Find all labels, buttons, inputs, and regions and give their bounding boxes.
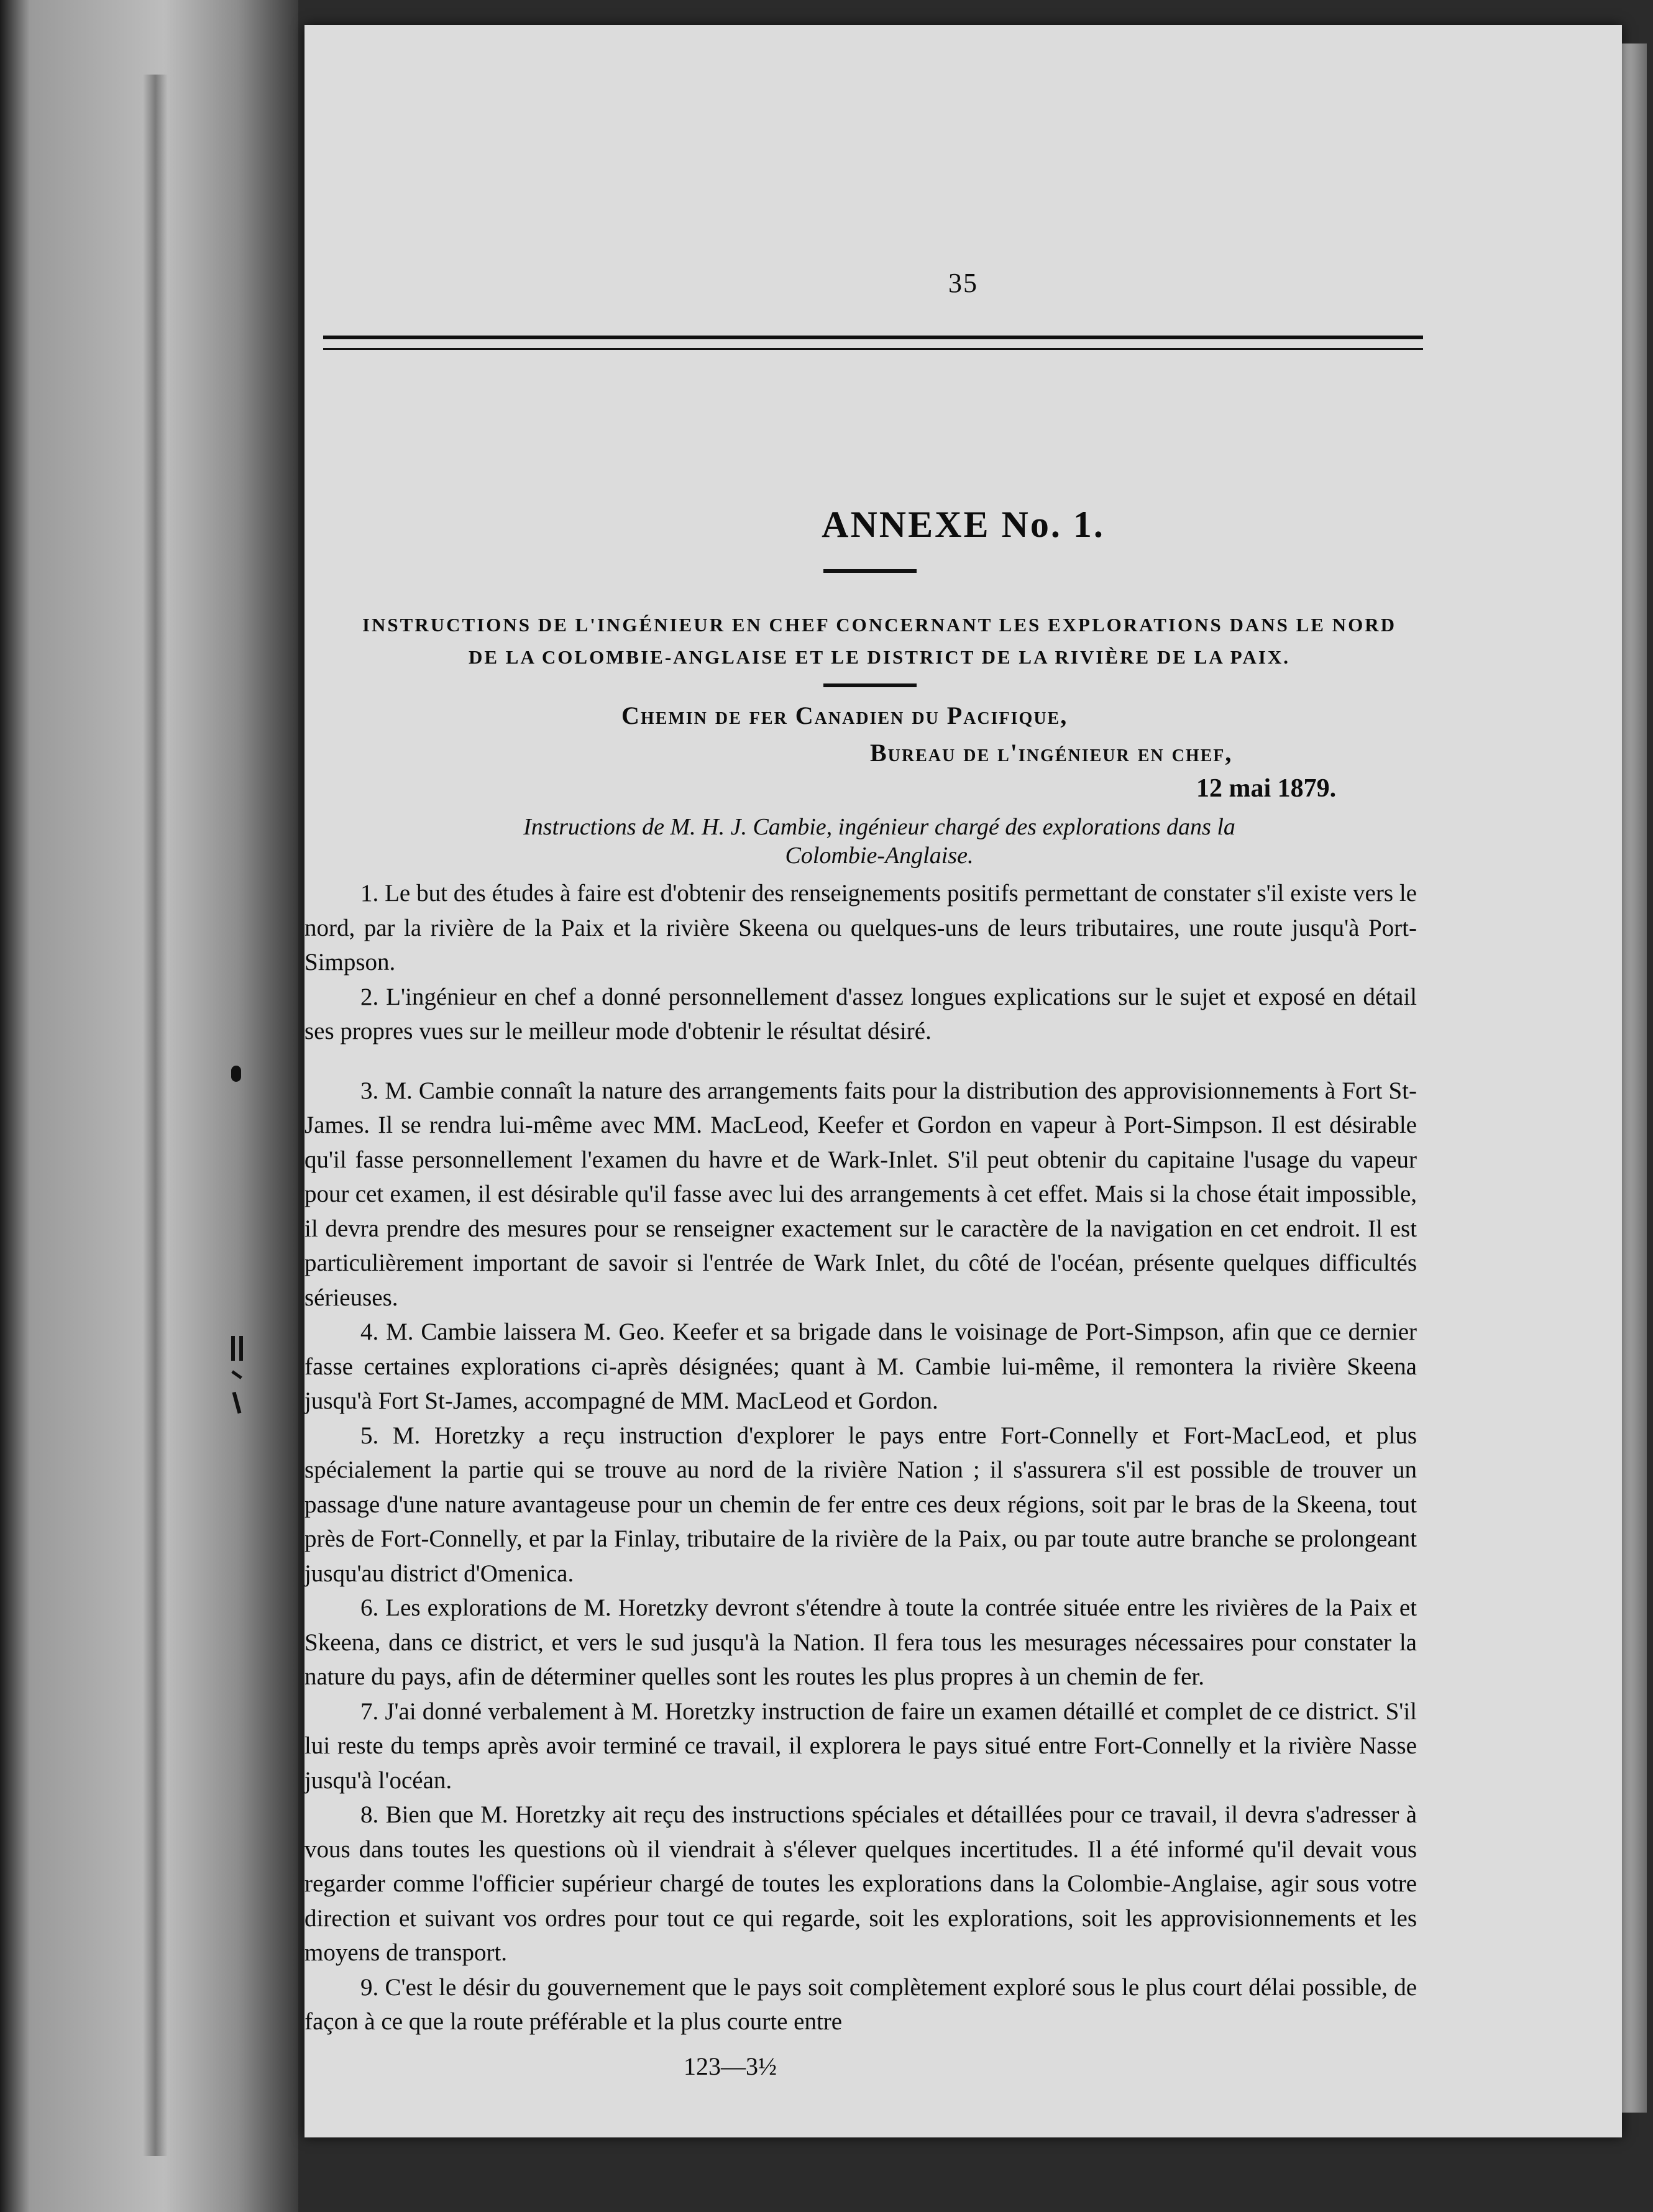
paragraph: 1. Le but des études à faire est d'obtenir des renseignements positifs permettant de constater s'il existe vers le nord, par la rivière de la Paix et la rivière Skeena ou quelques-uns de leurs tributaires, une route jusqu'à Port-Simpson.	[304, 880, 1417, 976]
paragraph: 7. J'ai donné verbalement à M. Horetzky instruction de faire un examen détaillé et complet de ce district. S'il lui reste du temps après avoir terminé ce travail, il explorera le pays situé entre Fort-Connelly et la rivière Nasse jusqu'à l'océan.	[304, 1698, 1417, 1794]
letter-date: 12 mai 1879.	[1196, 774, 1337, 803]
margin-mark	[239, 1336, 243, 1361]
annex-title: ANNEXE No. 1.	[822, 504, 1105, 545]
org-line: Chemin de fer Canadien du Pacifique,	[621, 702, 1068, 729]
header-rule	[323, 336, 1423, 350]
adjacent-pages	[0, 0, 298, 2212]
paragraph: 6. Les explorations de M. Horetzky devront s'étendre à toute la contrée située entre les rivières de la Paix et Skeena, dans ce district, et vers le sud jusqu'à la Nation. Il fera tous les mesurages nécessaires pour constater la nature du pays, afin de déterminer quelles sont les routes les plus propres à un chemin de fer.	[304, 1594, 1417, 1690]
signature-mark: 123—3½	[684, 2052, 777, 2080]
instructions-line: Instructions de M. H. J. Cambie, ingénieur chargé des explorations dans la	[523, 814, 1235, 840]
paragraph: 9. C'est le désir du gouvernement que le pays soit complètement exploré sous le plus court délai possible, de façon à ce que la route préférable et la plus courte entre	[304, 1973, 1417, 2035]
margin-mark	[231, 1066, 241, 1082]
document-body	[304, 876, 1417, 2039]
document-page	[304, 25, 1622, 2137]
instructions-title	[354, 813, 1404, 870]
paragraph: 2. L'ingénieur en chef a donné personnellement d'assez longues explications sur le sujet et exposé en détail ses propres vues sur le meilleur mode d'obtenir le résultat désiré.	[304, 983, 1417, 1044]
heading-line: DE LA COLOMBIE-ANGLAISE ET LE DISTRICT DE LA RIVIÈRE DE LA PAIX.	[468, 646, 1291, 668]
margin-mark	[231, 1336, 235, 1361]
paragraph: 4. M. Cambie laissera M. Geo. Keefer et sa brigade dans le voisinage de Port-Simpson, afin que ce dernier fasse certaines explorations ci-après désignées; quant à M. Cambie lui-même, il remontera la rivière Skeena jusqu'à Fort St-James, accompagné de MM. MacLeod et Gordon.	[304, 1319, 1417, 1414]
instructions-line: Colombie-Anglaise.	[785, 843, 974, 869]
org-line: Bureau de l'ingénieur en chef,	[870, 739, 1233, 767]
paragraph: 8. Bien que M. Horetzky ait reçu des instructions spéciales et détaillées pour ce travail, il devra s'adresser à vous dans toutes les questions où il viendrait à s'élever quelques incertitudes. Il a été informé qu'il devait vous regarder comme l'officier supérieur chargé de toutes les explorations dans la Colombie-Anglaise, agir sous votre direction et suivant vos ordres pour tout ce qui regarde, soit les explorations, soit les approvisionnements et les moyens de transport.	[304, 1801, 1417, 1966]
paragraph: 3. M. Cambie connaît la nature des arrangements faits pour la distribution des approvisionnements à Fort St-James. Il se rendra lui-même avec MM. MacLeod, Keefer et Gordon en vapeur à Port-Simpson. Il est désirable qu'il fasse personnellement l'examen du havre et de Wark-Inlet. S'il peut obtenir du capitaine l'usage du vapeur pour cet examen, il est désirable qu'il fasse avec lui des arrangements à cet effet. Mais si la chose était impossible, il devra prendre des mesures pour se renseigner exactement sur le caractère de la navigation en cet endroit. Il est particulièrement important de savoir si l'entrée de Wark Inlet, du côté de l'océan, présente quelques difficultés sérieuses.	[304, 1077, 1417, 1311]
page-number: 35	[948, 268, 978, 298]
section-heading	[323, 609, 1436, 674]
paragraph: 5. M. Horetzky a reçu instruction d'explorer le pays entre Fort-Connelly et Fort-MacLeod, et plus spécialement la partie qui se trouve au nord de la rivière Nation ; il s'assurera s'il est possible de trouver un passage d'une nature avantageuse pour un chemin de fer entre ces deux régions, soit par le bras de la Skeena, tout près de Fort-Connelly, et par la Finlay, tributaire de la rivière de la Paix, ou par toute autre branche se prolongeant jusqu'au district d'Omenica.	[304, 1422, 1417, 1587]
heading-rule	[823, 683, 917, 687]
title-rule	[823, 569, 917, 573]
page-edge	[1622, 43, 1647, 2113]
heading-line: INSTRUCTIONS DE L'INGÉNIEUR EN CHEF CONCERNANT LES EXPLORATIONS DANS LE NORD	[362, 614, 1397, 636]
